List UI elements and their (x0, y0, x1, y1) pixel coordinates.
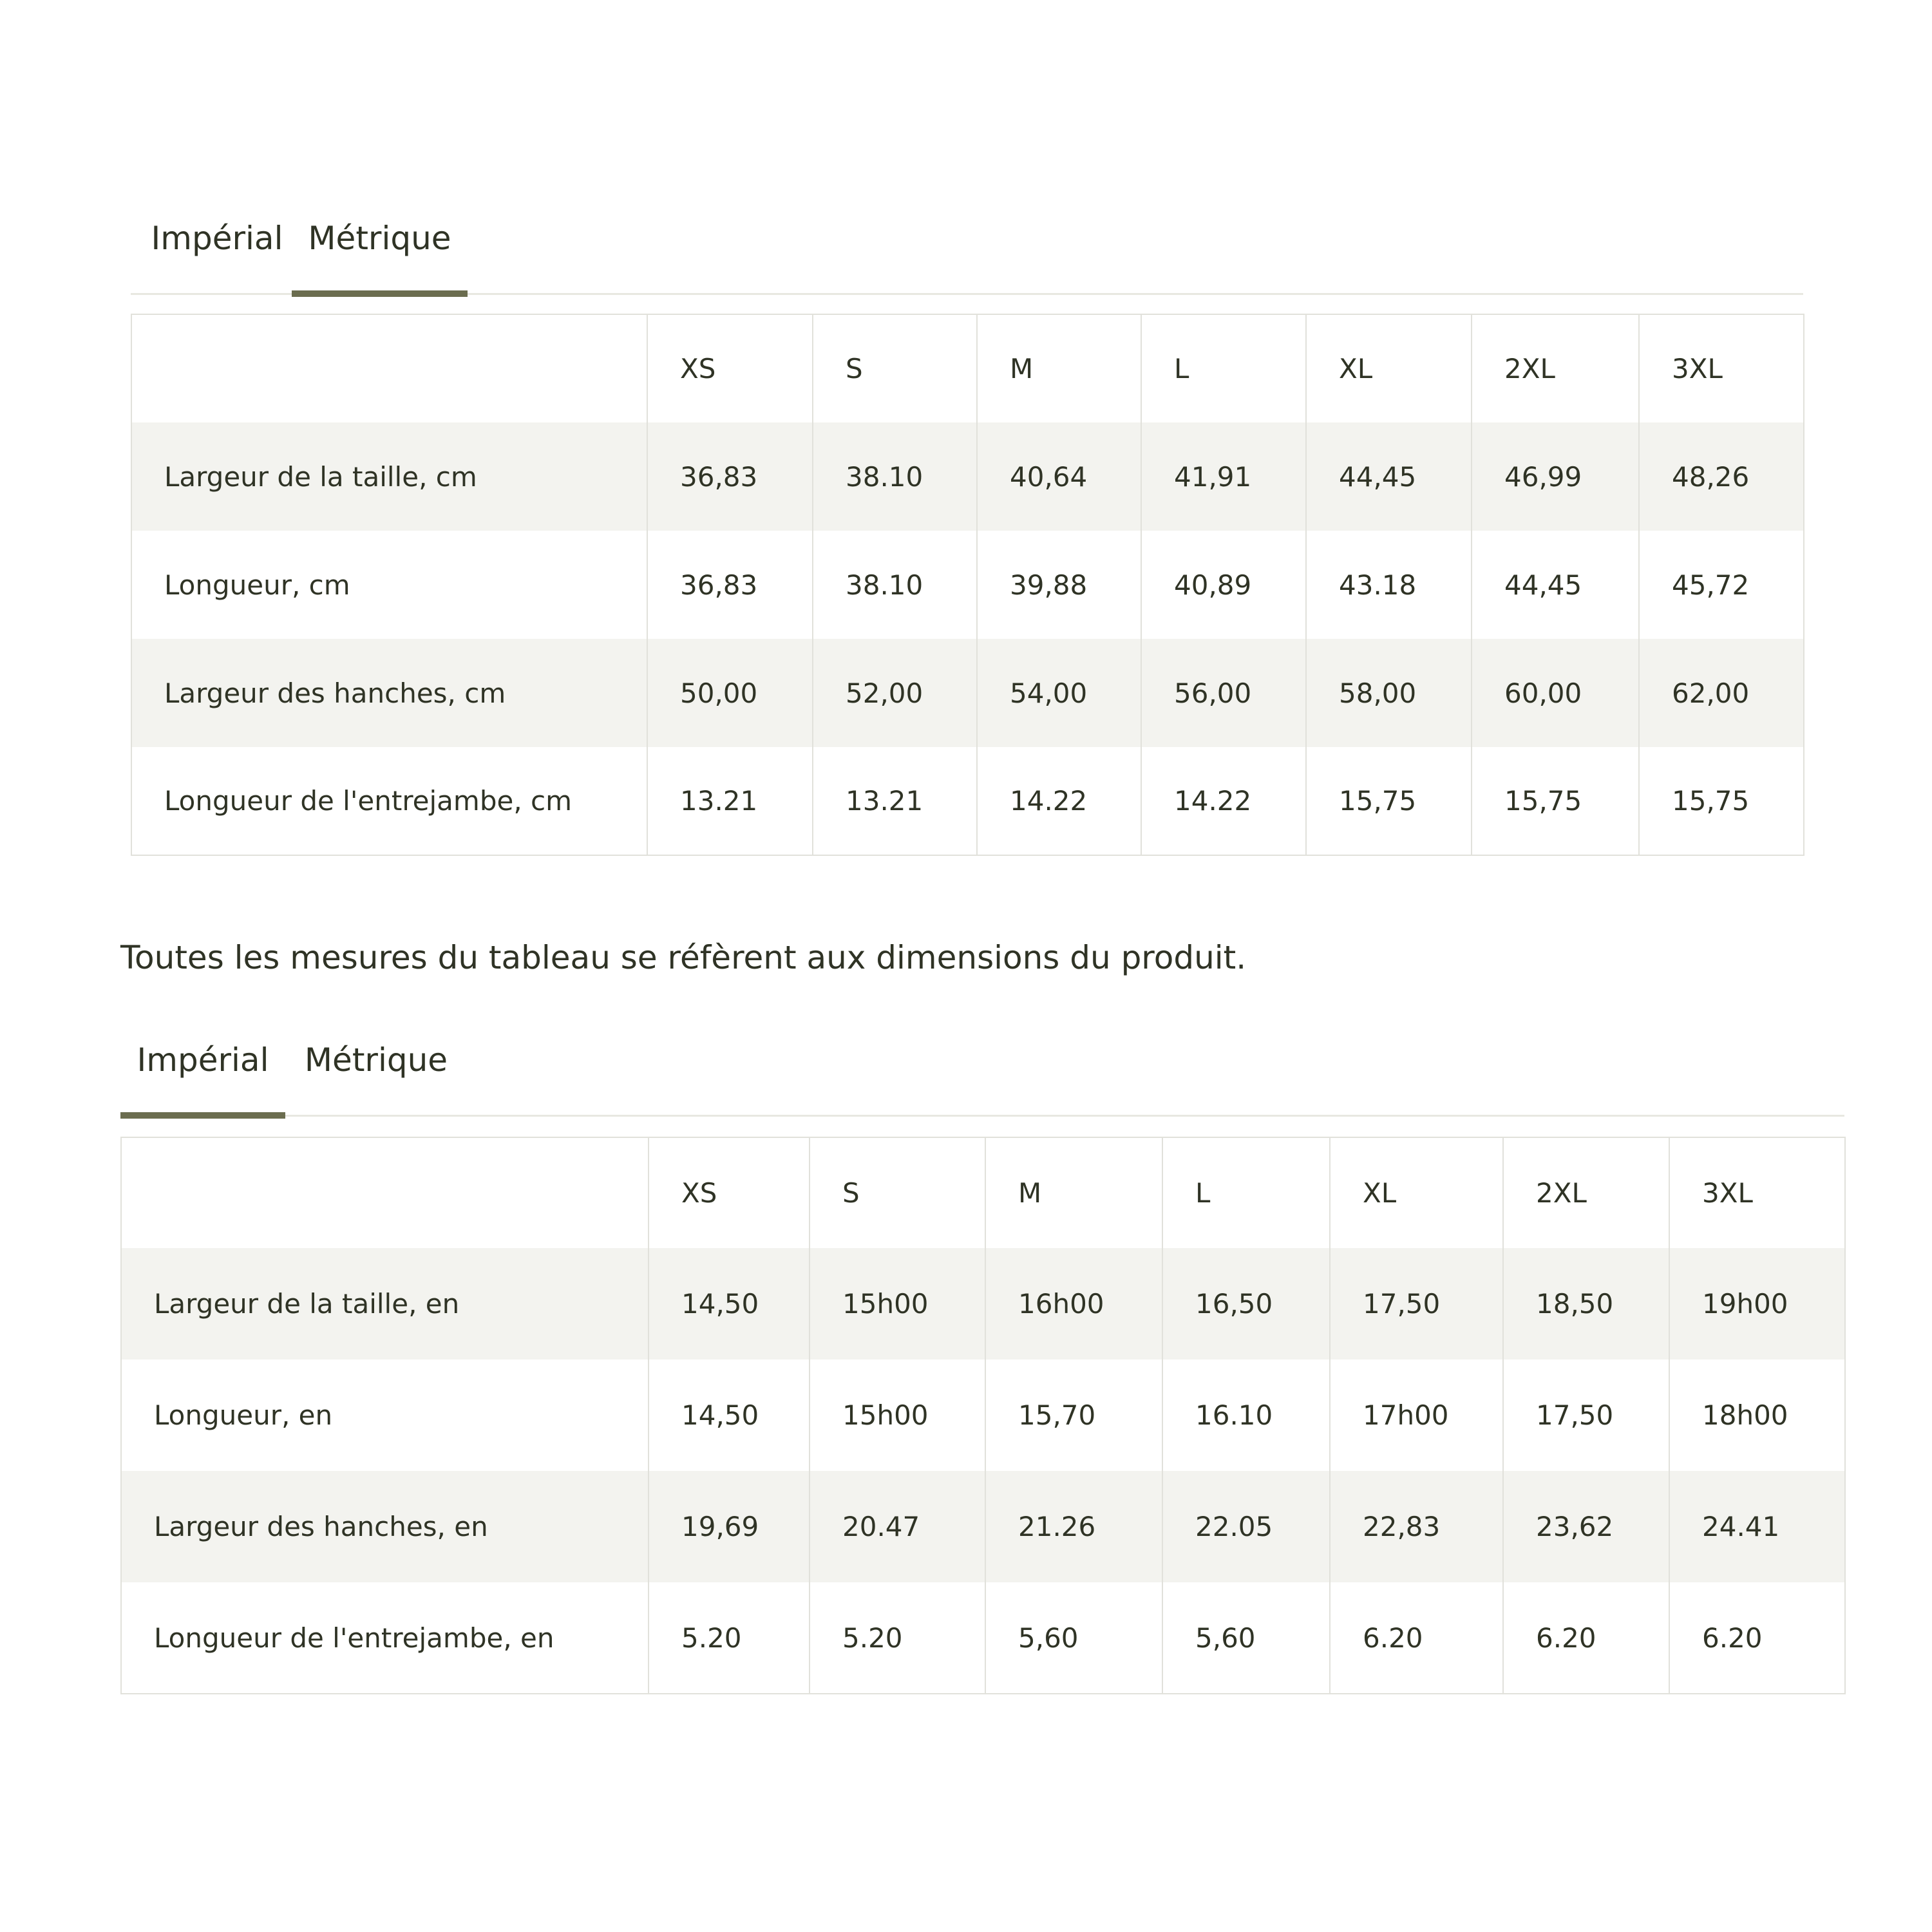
active-tab-indicator (120, 1112, 285, 1119)
table-cell: 6.20 (1330, 1582, 1503, 1694)
table-cell: 16h00 (985, 1248, 1162, 1359)
metric-size-table (131, 314, 1804, 856)
header-size-s: S (813, 314, 977, 422)
header-size-m: M (985, 1137, 1162, 1248)
table-cell: 14.22 (977, 747, 1141, 855)
row-label: Longueur, cm (131, 531, 647, 639)
table-cell: 13.21 (813, 747, 977, 855)
table-cell: 38.10 (813, 531, 977, 639)
row-label: Largeur des hanches, cm (131, 639, 647, 747)
unit-tabs (131, 198, 1803, 295)
header-size-xs: XS (649, 1137, 810, 1248)
measurement-note: Toutes les mesures du tableau se réfèrent aux dimensions du produit. (120, 939, 1247, 976)
table-cell: 15,75 (1639, 747, 1804, 855)
table-row (121, 1248, 1845, 1359)
table-cell: 5,60 (1162, 1582, 1330, 1694)
table-row (131, 422, 1804, 531)
header-size-xl: XL (1330, 1137, 1503, 1248)
header-size-3xl: 3XL (1669, 1137, 1845, 1248)
table-cell: 14.22 (1141, 747, 1306, 855)
table-cell: 18,50 (1503, 1248, 1669, 1359)
header-size-m: M (977, 314, 1141, 422)
row-label: Largeur de la taille, cm (131, 422, 647, 531)
table-cell: 18h00 (1669, 1359, 1845, 1471)
header-size-xl: XL (1306, 314, 1472, 422)
table-cell: 17,50 (1330, 1248, 1503, 1359)
table-cell: 56,00 (1141, 639, 1306, 747)
header-size-2xl: 2XL (1472, 314, 1639, 422)
row-label: Longueur de l'entrejambe, cm (131, 747, 647, 855)
table-cell: 6.20 (1503, 1582, 1669, 1694)
header-size-l: L (1141, 314, 1306, 422)
table-row (121, 1471, 1845, 1582)
header-size-s: S (810, 1137, 985, 1248)
table-row (131, 531, 1804, 639)
table-cell: 13.21 (647, 747, 813, 855)
table-cell: 43.18 (1306, 531, 1472, 639)
table-cell: 39,88 (977, 531, 1141, 639)
table-cell: 22,83 (1330, 1471, 1503, 1582)
table-cell: 44,45 (1306, 422, 1472, 531)
table-cell: 62,00 (1639, 639, 1804, 747)
tab-imperial-label: Impérial (151, 220, 283, 257)
table-row (121, 1359, 1845, 1471)
table-cell: 5.20 (810, 1582, 985, 1694)
active-tab-indicator (292, 290, 468, 297)
row-label: Longueur de l'entrejambe, en (121, 1582, 649, 1694)
table-cell: 36,83 (647, 422, 813, 531)
tab-metric-label: Métrique (308, 220, 451, 257)
table-cell: 19h00 (1669, 1248, 1845, 1359)
unit-tabs (120, 1019, 1844, 1117)
table-cell: 60,00 (1472, 639, 1639, 747)
imperial-size-table (120, 1137, 1846, 1694)
table-cell: 5.20 (649, 1582, 810, 1694)
header-size-3xl: 3XL (1639, 314, 1804, 422)
table-row (131, 747, 1804, 855)
table-cell: 16,50 (1162, 1248, 1330, 1359)
tab-imperial[interactable] (141, 216, 293, 293)
table-cell: 23,62 (1503, 1471, 1669, 1582)
table-cell: 50,00 (647, 639, 813, 747)
table-cell: 15h00 (810, 1248, 985, 1359)
table-row (121, 1582, 1845, 1694)
table-cell: 44,45 (1472, 531, 1639, 639)
table-cell: 52,00 (813, 639, 977, 747)
table-cell: 20.47 (810, 1471, 985, 1582)
table-row (131, 639, 1804, 747)
table-cell: 46,99 (1472, 422, 1639, 531)
tab-metric-label: Métrique (304, 1041, 448, 1079)
header-size-2xl: 2XL (1503, 1137, 1669, 1248)
row-label: Longueur, en (121, 1359, 649, 1471)
table-cell: 45,72 (1639, 531, 1804, 639)
table-header-row (121, 1137, 1845, 1248)
metric-size-chart (131, 198, 1803, 858)
table-cell: 54,00 (977, 639, 1141, 747)
table-cell: 16.10 (1162, 1359, 1330, 1471)
table-cell: 17,50 (1503, 1359, 1669, 1471)
table-cell: 14,50 (649, 1248, 810, 1359)
table-cell: 15h00 (810, 1359, 985, 1471)
table-cell: 5,60 (985, 1582, 1162, 1694)
table-cell: 15,75 (1306, 747, 1472, 855)
table-cell: 17h00 (1330, 1359, 1503, 1471)
table-cell: 14,50 (649, 1359, 810, 1471)
tab-imperial[interactable] (120, 1037, 285, 1115)
header-cell-empty (131, 314, 647, 422)
header-size-xs: XS (647, 314, 813, 422)
row-label: Largeur de la taille, en (121, 1248, 649, 1359)
table-cell: 38.10 (813, 422, 977, 531)
table-cell: 40,64 (977, 422, 1141, 531)
table-cell: 22.05 (1162, 1471, 1330, 1582)
tab-metric[interactable] (292, 216, 468, 293)
table-cell: 24.41 (1669, 1471, 1845, 1582)
table-cell: 40,89 (1141, 531, 1306, 639)
table-cell: 19,69 (649, 1471, 810, 1582)
table-cell: 15,75 (1472, 747, 1639, 855)
table-cell: 21.26 (985, 1471, 1162, 1582)
table-cell: 36,83 (647, 531, 813, 639)
table-cell: 48,26 (1639, 422, 1804, 531)
table-cell: 58,00 (1306, 639, 1472, 747)
table-cell: 41,91 (1141, 422, 1306, 531)
table-header-row (131, 314, 1804, 422)
tab-imperial-label: Impérial (137, 1041, 269, 1079)
imperial-size-chart (120, 1019, 1844, 1696)
table-cell: 15,70 (985, 1359, 1162, 1471)
tab-metric[interactable] (296, 1037, 457, 1115)
header-cell-empty (121, 1137, 649, 1248)
table-cell: 6.20 (1669, 1582, 1845, 1694)
row-label: Largeur des hanches, en (121, 1471, 649, 1582)
header-size-l: L (1162, 1137, 1330, 1248)
